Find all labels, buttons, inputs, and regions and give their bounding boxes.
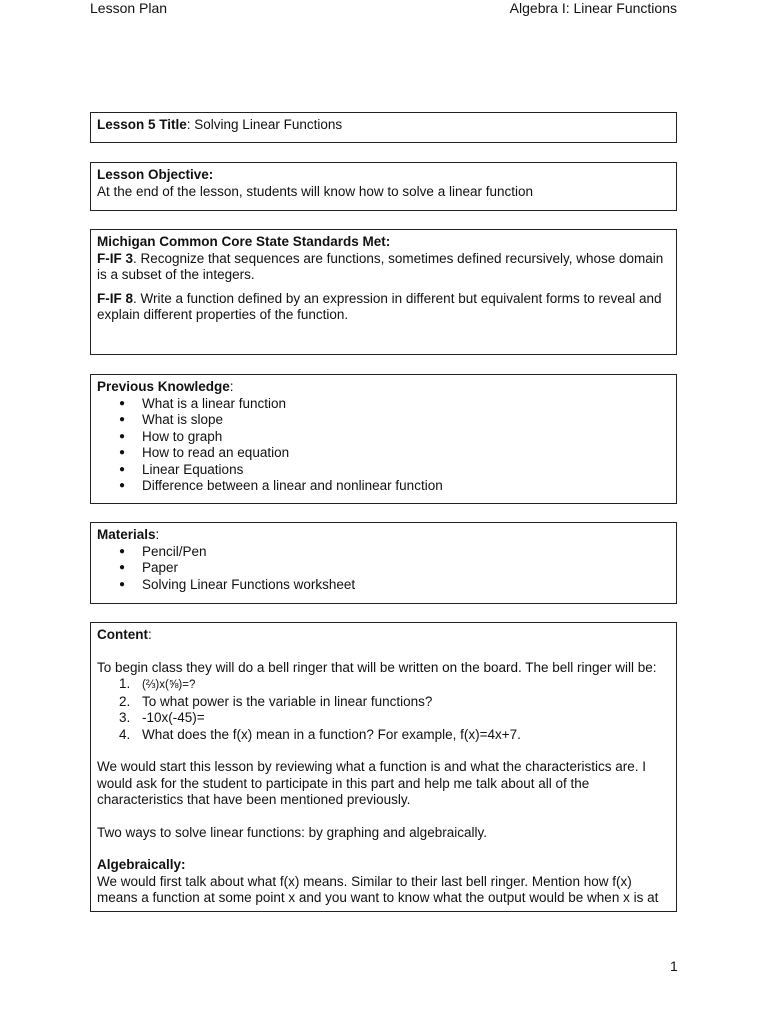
content-paragraph: Two ways to solve linear functions: by graphing and algebraically.	[97, 824, 487, 840]
standard-text: . Write a function defined by an expression in different but equivalent forms to reveal and explain different properties of the function.	[97, 290, 662, 322]
list-item	[119, 694, 670, 711]
objective-heading: Lesson Objective:	[97, 167, 214, 182]
objective-text: At the end of the lesson, students will know how to solve a linear function	[97, 183, 534, 199]
lesson-title-text: : Solving Linear Functions	[186, 117, 343, 132]
lesson-title-box	[90, 112, 677, 143]
list-item	[119, 710, 670, 727]
item-text: What does the f(x) mean in a function? For example, f(x)=4x+7.	[142, 726, 521, 742]
list-item: ● Difference between a linear and nonlinear function	[119, 478, 670, 495]
list-item	[119, 727, 670, 744]
heading-colon: :	[229, 379, 234, 394]
previous-knowledge-heading: Previous Knowledge	[97, 379, 230, 394]
header-left: Lesson Plan	[90, 0, 168, 16]
item-number: 2.	[119, 693, 131, 709]
list-item: ● Solving Linear Functions worksheet	[119, 577, 670, 594]
bell-ringer-list	[97, 676, 670, 743]
content-heading: Content	[97, 627, 148, 642]
header-right: Algebra I: Linear Functions	[509, 0, 677, 16]
standard-item	[97, 291, 670, 324]
content-intro: To begin class they will do a bell ringer that will be written on the board. The bell ringer will be:	[97, 659, 657, 675]
list-item: ● Linear Equations	[119, 462, 670, 479]
standard-code: F-IF 8	[97, 290, 133, 306]
heading-colon: :	[155, 527, 160, 542]
list-item: ● How to read an equation	[119, 445, 670, 462]
standards-heading: Michigan Common Core State Standards Met:	[97, 234, 391, 249]
item-number: 3.	[119, 710, 131, 725]
materials-box	[90, 522, 677, 604]
content-paragraph: We would start this lesson by reviewing what a function is and what the characteristics are. I would ask for the student to participate in this part and help me talk about all of the characteristics that have been mentioned previously.	[97, 759, 647, 807]
item-number: 4.	[119, 726, 131, 742]
content-paragraph: We would first talk about what f(x) means. Similar to their last bell ringer. Mention how f(x) means a function at some point x and you want to know what the output would be when x is at	[97, 873, 659, 905]
list-item: ● Pencil/Pen	[119, 544, 670, 561]
lesson-title-label: Lesson 5 Title	[97, 117, 187, 132]
list-item	[119, 676, 670, 694]
page-number: 1	[670, 958, 678, 974]
item-text: To what power is the variable in linear functions?	[142, 693, 433, 709]
item-text: -10x(-45)=	[142, 710, 205, 725]
content-box	[90, 622, 677, 912]
heading-colon: :	[148, 627, 152, 642]
lesson-objective-box	[90, 162, 677, 211]
list-item: ● What is a linear function	[119, 396, 670, 413]
standard-item	[97, 251, 670, 284]
materials-heading: Materials	[97, 527, 156, 542]
list-item: ● Paper	[119, 560, 670, 577]
previous-knowledge-list	[97, 396, 670, 495]
standards-box	[90, 229, 677, 355]
list-item: ● What is slope	[119, 412, 670, 429]
algebraically-heading: Algebraically:	[97, 857, 186, 872]
standard-text: . Recognize that sequences are functions, sometimes defined recursively, whose domain is a subset of the integers.	[97, 250, 664, 282]
list-item: ● How to graph	[119, 429, 670, 446]
item-number: 1.	[119, 676, 131, 691]
item-text: (⅔)x(⅝)=?	[142, 679, 196, 691]
previous-knowledge-box	[90, 374, 677, 504]
standard-code: F-IF 3	[97, 250, 133, 266]
materials-list	[97, 544, 670, 594]
